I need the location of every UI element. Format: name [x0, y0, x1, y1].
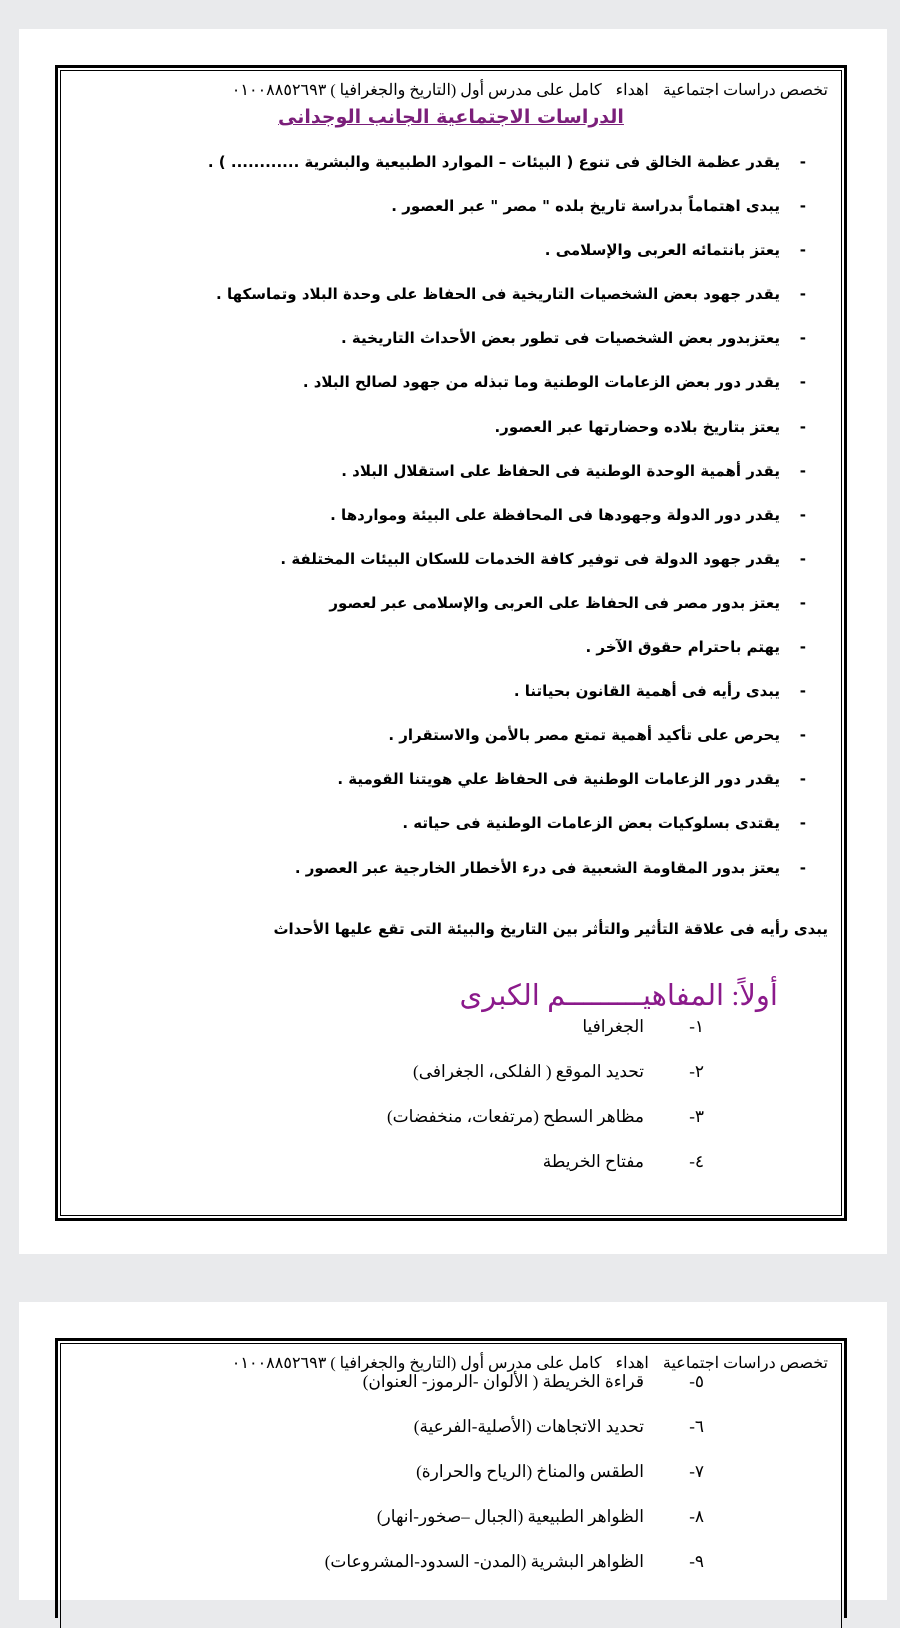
page-header	[218, 1353, 828, 1373]
bullet-dash: -	[799, 858, 806, 877]
concept-number: ٦-	[689, 1417, 704, 1436]
goal-item	[68, 812, 806, 856]
goal-item	[68, 327, 806, 371]
page-header	[218, 80, 828, 100]
header-by: اهداء	[615, 82, 649, 99]
concept-text: مفتاح الخريطة	[542, 1152, 644, 1171]
concepts-list-continued	[325, 1371, 704, 1596]
concept-text: الطقس والمناخ (الرياح والحرارة)	[416, 1462, 644, 1481]
concept-text: تحديد الاتجاهات (الأصلية-الفرعية)	[413, 1417, 644, 1436]
bullet-dash: -	[799, 505, 806, 524]
goal-item	[68, 724, 806, 768]
bullet-dash: -	[799, 373, 806, 392]
goal-text: يعتزبدور بعض الشخصيات فى تطور بعض الأحداث التاريخية .	[341, 329, 780, 348]
bullet-dash: -	[799, 153, 806, 171]
goal-text: يقدر جهود بعض الشخصيات التاريخية فى الحفاظ على وحدة البلاد وتماسكها .	[216, 285, 780, 304]
header-author: كامل على مدرس أول (التاريخ والجغرافيا ) ٠١٠٠٨٨٥٢٦٩٣	[231, 1355, 602, 1372]
concept-item	[387, 1151, 704, 1196]
concept-number: ٤-	[689, 1152, 704, 1171]
goal-text: يعتز بدور المقاومة الشعبية فى درء الأخطار الخارجية عبر العصور .	[294, 858, 780, 877]
document-page-2	[19, 1302, 887, 1600]
section-title: أولاً: المفاهيـــــــــم الكبرى	[459, 980, 778, 1012]
goal-text: يعتز بدور مصر فى الحفاظ على العربى والإسلامى عبر لعصور	[329, 593, 780, 612]
concept-item	[325, 1551, 704, 1596]
concept-number: ٩-	[689, 1552, 704, 1571]
concept-text: الظواهر البشرية (المدن- السدود-المشروعات)	[324, 1552, 644, 1571]
bullet-dash: -	[799, 241, 806, 260]
goal-item	[68, 592, 806, 636]
concepts-list	[387, 1016, 704, 1196]
goal-item	[68, 371, 806, 415]
goal-item	[68, 239, 806, 283]
concept-item	[325, 1506, 704, 1551]
concept-number: ١-	[689, 1017, 704, 1036]
goal-item	[68, 504, 806, 548]
goal-item	[68, 680, 806, 724]
goal-item	[68, 151, 806, 195]
goal-text: يعتز بانتمائه العربى والإسلامى .	[544, 241, 780, 260]
bullet-dash: -	[799, 417, 806, 436]
goal-text: يهتم باحترام حقوق الآخر .	[585, 638, 780, 657]
goal-item	[68, 857, 806, 901]
header-specialty: تخصص دراسات اجتماعية	[662, 82, 828, 99]
goal-item	[68, 195, 806, 239]
goal-text: يحرص على تأكيد أهمية تمتع مصر بالأمن والاستقرار .	[388, 726, 780, 745]
bullet-dash: -	[799, 726, 806, 745]
extra-goal-text: يبدى رأيه فى علاقة التأثير والتأثر بين التاريخ والبيئة التى تقع عليها الأحداث	[273, 920, 828, 938]
goal-item	[68, 548, 806, 592]
page-border-frame	[55, 1338, 847, 1618]
concept-number: ٨-	[689, 1507, 704, 1526]
goal-text: يقدر جهود الدولة فى توفير كافة الخدمات للسكان البيئات المختلفة .	[280, 549, 780, 568]
bullet-dash: -	[799, 682, 806, 701]
page-border-frame	[55, 65, 847, 1221]
concept-item	[325, 1416, 704, 1461]
document-page-1	[19, 29, 887, 1254]
concept-number: ٣-	[689, 1107, 704, 1126]
goal-text: يقدر أهمية الوحدة الوطنية فى الحفاظ على استقلال البلاد .	[341, 461, 780, 480]
bullet-dash: -	[799, 197, 806, 216]
goal-text: يعتز بتاريخ بلاده وحضارتها عبر العصور.	[494, 417, 780, 436]
header-by: اهداء	[615, 1355, 649, 1372]
concept-item	[387, 1061, 704, 1106]
goal-text: يقتدى بسلوكيات بعض الزعامات الوطنية فى حياته .	[402, 814, 780, 833]
goal-item	[68, 416, 806, 460]
bullet-dash: -	[799, 814, 806, 833]
concept-text: مظاهر السطح (مرتفعات، منخفضات)	[386, 1107, 644, 1126]
concept-text: قراءة الخريطة ( الألوان -الرموز- العنوان)	[362, 1372, 644, 1391]
concept-item	[325, 1461, 704, 1506]
bullet-dash: -	[799, 329, 806, 348]
concept-number: ٥-	[689, 1372, 704, 1391]
bullet-dash: -	[799, 461, 806, 480]
goal-item	[68, 460, 806, 504]
concept-number: ٢-	[689, 1062, 704, 1081]
bullet-dash: -	[799, 638, 806, 657]
goal-text: يقدر دور الدولة وجهودها فى المحافظة على البيئة ومواردها .	[330, 505, 780, 524]
goal-text: يقدر دور الزعامات الوطنية فى الحفاظ علي هويتنا القومية .	[337, 770, 780, 789]
concept-text: الجغرافيا	[582, 1017, 644, 1036]
concept-item	[387, 1016, 704, 1061]
goal-text: يبدى رأيه فى أهمية القانون بحياتنا .	[513, 682, 780, 701]
bullet-dash: -	[799, 285, 806, 304]
bullet-dash: -	[799, 593, 806, 612]
concept-item	[325, 1371, 704, 1416]
page-title: الدراسات الاجتماعية الجانب الوجدانى	[278, 106, 624, 128]
concept-text: تحديد الموقع ( الفلكى، الجغرافى)	[413, 1062, 644, 1081]
concept-text: الظواهر الطبيعية (الجبال –صخور-انهار)	[376, 1507, 644, 1526]
bullet-dash: -	[799, 770, 806, 789]
goal-item	[68, 283, 806, 327]
header-author: كامل على مدرس أول (التاريخ والجغرافيا ) ٠١٠٠٨٨٥٢٦٩٣	[231, 82, 602, 99]
bullet-dash: -	[799, 549, 806, 568]
concept-number: ٧-	[689, 1462, 704, 1481]
header-specialty: تخصص دراسات اجتماعية	[662, 1355, 828, 1372]
concept-item	[387, 1106, 704, 1151]
goal-text: يبدى اهتماماً بدراسة تاريخ بلده " مصر " عبر العصور .	[391, 197, 780, 216]
goal-item	[68, 768, 806, 812]
affective-goals-list	[68, 151, 806, 901]
goal-text: يقدر عظمة الخالق فى تنوع ( البيئات – الموارد الطبيعية والبشرية ............ ) .	[207, 153, 780, 171]
goal-text: يقدر دور بعض الزعامات الوطنية وما تبذله من جهود لصالح البلاد .	[302, 373, 780, 392]
goal-item	[68, 636, 806, 680]
